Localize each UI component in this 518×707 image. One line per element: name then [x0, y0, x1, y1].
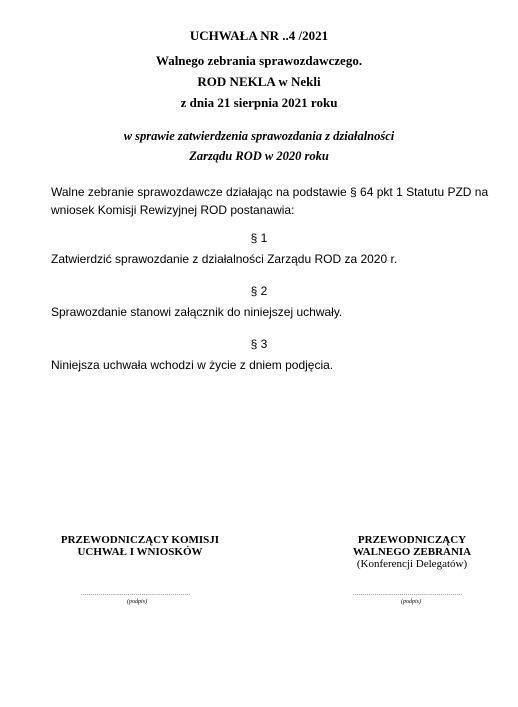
signature-right	[312, 534, 512, 570]
signature-right-subtitle: (Konferencji Delegatów)	[356, 558, 468, 570]
signature-right-caption: (podpis)	[401, 599, 421, 605]
section-3-text: Niniejsza uchwała wchodzi w życie z dniem podjęcia.	[51, 358, 334, 372]
signature-right-line: ........................................................	[353, 589, 463, 597]
section-2-text: Sprawozdanie stanowi załącznik do niniejszej uchwały.	[51, 305, 343, 319]
section-1-text: Zatwierdzić sprawozdanie z działalności Zarządu ROD za 2020 r.	[51, 252, 398, 266]
section-1-mark: § 1	[250, 231, 268, 245]
signature-right-title-1: PRZEWODNICZĄCY	[357, 534, 467, 546]
resolution-date: z dnia 21 sierpnia 2021 roku	[180, 95, 338, 110]
resolution-number: UCHWAŁA NR ..4 /2021	[189, 28, 329, 43]
intro-line-2: wniosek Komisji Rewizyjnej ROD postanawia:	[51, 203, 295, 217]
section-3-mark: § 3	[250, 337, 268, 351]
signature-right-title-2: WALNEGO ZEBRANIA	[352, 546, 472, 558]
garden-name: ROD NEKLA w Nekli	[197, 74, 321, 89]
intro-line-1: Walne zebranie sprawozdawcze działając na podstawie § 64 pkt 1 Statutu PZD na	[51, 185, 489, 199]
subject-line-1: w sprawie zatwierdzenia sprawozdania z działalności	[123, 129, 395, 143]
signature-left	[40, 534, 240, 558]
signature-left-caption: (podpis)	[127, 599, 147, 605]
signature-left-title-2: UCHWAŁ I WNIOSKÓW	[77, 546, 203, 558]
section-2-mark: § 2	[250, 284, 268, 298]
meeting-name: Walnego zebrania sprawozdawczego.	[155, 53, 363, 68]
subject-line-2: Zarządu ROD w 2020 roku	[189, 149, 329, 163]
signature-left-title-1: PRZEWODNICZĄCY KOMISJI	[60, 534, 220, 546]
signature-left-line: ........................................................	[81, 589, 191, 597]
